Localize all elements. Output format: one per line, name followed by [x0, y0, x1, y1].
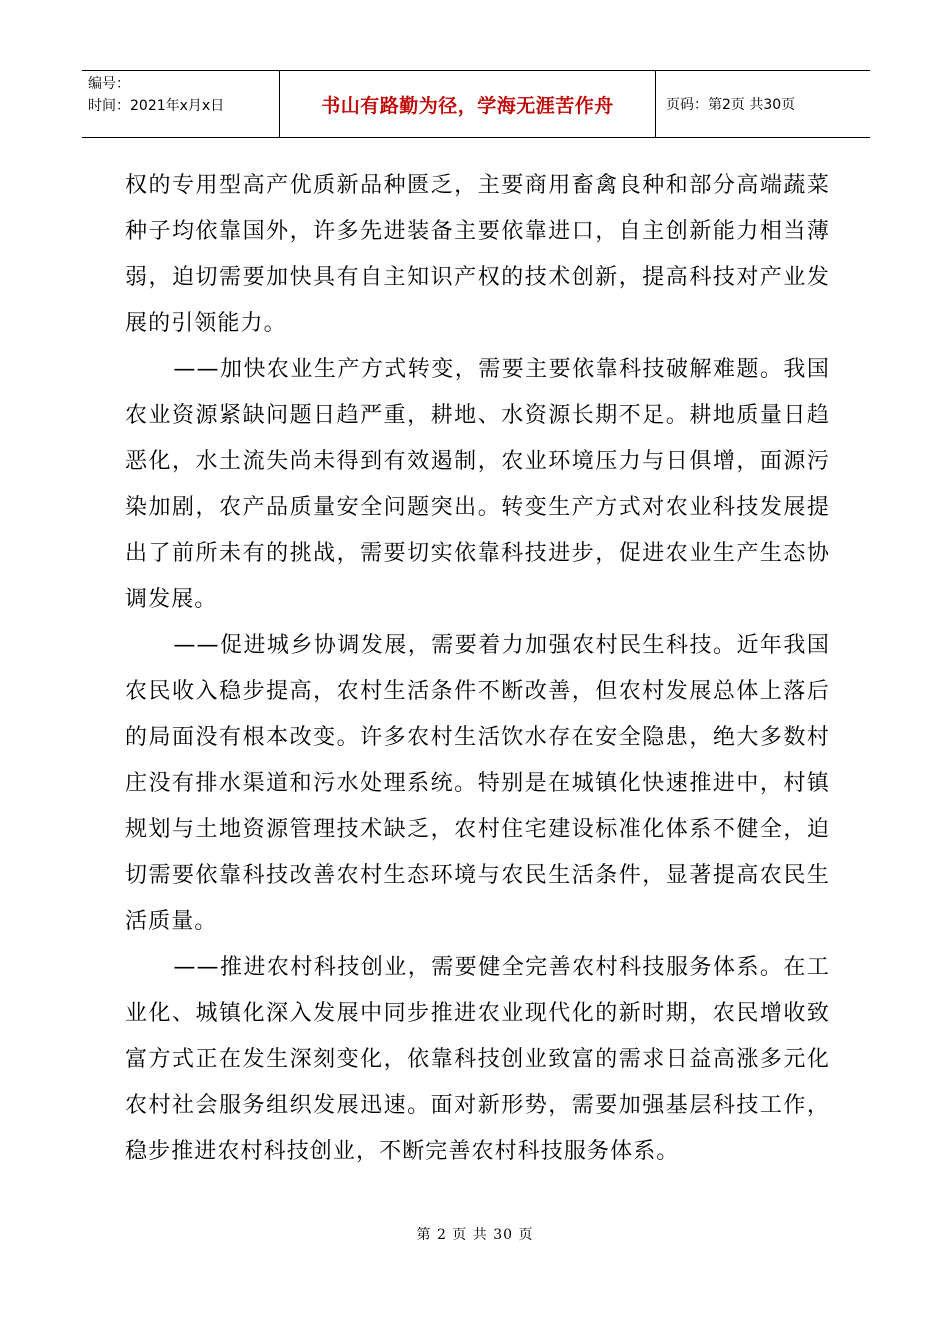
header-motto-cell — [279, 71, 656, 137]
paragraph-production-mode: ——加快农业生产方式转变，需要主要依靠科技破解难题。我国农业资源紧缺问题日趋严重，耕地、水资源长期不足。耕地质量日趋恶化，水土流失尚未得到有效遏制，农业环境压力与日俱增，面源污染加剧，农产品质量安全问题突出。转变生产方式对农业科技发展提出了前所未有的挑战，需要切实依靠科技进步，促进农业生产生态协调发展。 — [125, 357, 830, 612]
paragraph-urban-rural: ——促进城乡协调发展，需要着力加强农村民生科技。近年我国农民收入稳步提高，农村生活条件不断改善，但农村发展总体上落后的局面没有根本改变。许多农村生活饮水存在安全隐患，绝大多数村庄没有排水渠道和污水处理系统。特别是在城镇化快速推进中，村镇规划与土地资源管理技术缺乏，农村住宅建设标准化体系不健全，迫切需要依靠科技改善农村生态环境与农民生活条件，显著提高农民生活质量。 — [125, 633, 830, 934]
page-footer: 第 2 页 共 30 页 — [416, 1227, 534, 1243]
paragraph-continuation: 权的专用型高产优质新品种匮乏，主要商用畜禽良种和部分高端蔬菜种子均依靠国外，许多先进装备主要依靠进口，自主创新能力相当薄弱，迫切需要加快具有自主知识产权的技术创新，提高科技对产业发展的引领能力。 — [125, 173, 830, 336]
document-time-label: 时间：2021年x月x日 — [88, 98, 225, 114]
header-meta — [82, 71, 279, 137]
document-body — [125, 163, 830, 1175]
document-number-label: 编号： — [88, 76, 130, 92]
page-header — [82, 70, 870, 138]
header-page-info: 页码：第2页 共30页 — [666, 97, 796, 113]
header-motto: 书山有路勤为径，学海无涯苦作舟 — [321, 94, 614, 117]
paragraph-rural-entrepreneurship: ——推进农村科技创业，需要健全完善农村科技服务体系。在工业化、城镇化深入发展中同步推进农业现代化的新时期，农民增收致富方式正在发生深刻变化，依靠科技创业致富的需求日益高涨多元化农村社会服务组织发展迅速。面对新形势，需要加强基层科技工作，稳步推进农村科技创业，不断完善农村科技服务体系。 — [125, 955, 830, 1164]
